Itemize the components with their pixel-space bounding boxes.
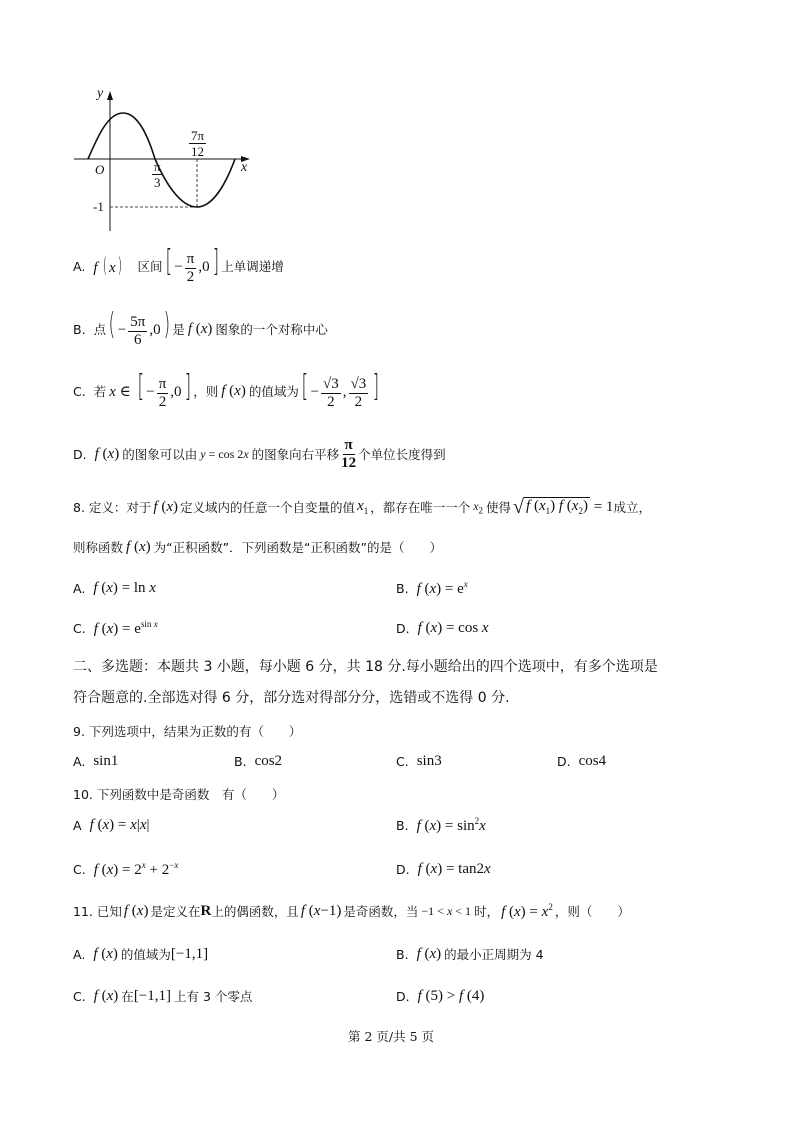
q10-option-c: C. f $(x) = 2^x + 2^{-x}$ (73, 859, 179, 878)
q8-stem-line1: 8. 定义：对于 f (x) 定义域内的任意一个自变量的值 $x_1$ ，都存在唯一一个 $x_2$ 使得 √ f $(x_1)$ f $(x_2)$ = 1 成立， (73, 496, 651, 518)
q9-option-b: B. cos2 (234, 752, 283, 769)
seven-pi-over-12-label: $\frac{7\pi}{12}$ (191, 128, 205, 159)
q10-stem: 10. 下列函数中是奇函数 有（ ） (73, 787, 285, 802)
q11-option-d: D. f (5) > f (4) (396, 987, 485, 1004)
q7-option-a: A. f ( x) 区间 [ − $\frac{\pi}{2}$ ,0] 上单调递增 (73, 244, 284, 285)
q9-option-a: A. sin1 (73, 752, 119, 769)
q11-option-b: B. f (x) 的最小正周期为 4 (396, 945, 544, 962)
page-footer: 第 2 页/共 5 页 (348, 1029, 435, 1044)
origin-label: O (95, 162, 105, 177)
q8-option-c: C. f $(x) = e^{sin x}$ (73, 618, 158, 637)
q8-option-b: B. f $(x) = e^x$ (396, 578, 468, 597)
q10-option-d: D. f (x) = tan2x (396, 860, 491, 877)
q10-option-a: A f (x) = x|x| (73, 816, 150, 833)
q9-option-c: C. sin3 (396, 752, 442, 769)
q8-option-a: A. f (x) = ln x (73, 579, 156, 596)
q7-option-b: B. 点 ( − $\frac{5\pi}{6}$ ,0) 是 f (x) 图象的一个对称中心 (73, 307, 328, 348)
q9-stem: 9. 下列选项中，结果为正数的有（ ） (73, 724, 302, 739)
q7-option-d: D. f (x) 的图象可以由 y = cos 2x 的图象向右平移 $\frac{\pi}{12}$ 个单位长度得到 (73, 436, 446, 471)
neg-one-label: -1 (93, 199, 104, 214)
q11-option-a: A. f (x) 的值域为 [−1,1] (73, 945, 209, 962)
y-axis-label: y (97, 86, 104, 101)
q10-option-b: B. f $(x) = \sin^2x$ (396, 815, 486, 834)
q11-stem: 11. 已知 f (x) 是定义在 R 上的偶函数，且 f (x−1) 是奇函数，当 −1 < x < 1 时， f $(x) = x^2$ ，则（ ） (73, 901, 630, 920)
q11-option-c: C. f (x) 在 [−1,1] 上有 3 个零点 (73, 987, 253, 1004)
section2-line1: 二、多选题：本题共 3 小题，每小题 6 分，共 18 分.每小题给出的四个选项中，有多个选项是 (73, 659, 658, 675)
q7-option-c: C. 若 x ∈ [ − $\frac{\pi}{2}$ ,0] ，则 f (x) 的值域为 [ − $\frac{√3}{2}$ , $\frac{√3}{2}$ ] (73, 369, 380, 410)
pi-over-3-label: $\frac{\pi}{3}$ (154, 159, 161, 190)
q9-option-d: D. cos4 (557, 752, 607, 769)
y-axis-arrow (107, 91, 113, 100)
x-axis-label: x (241, 160, 248, 175)
q8-option-d: D. f (x) = cos x (396, 619, 489, 636)
q8-stem-line2: 则称函数 f (x) 为“正积函数”．下列函数是“正积函数”的是（ ） (73, 538, 443, 555)
section2-line2: 符合题意的.全部选对得 6 分，部分选对得部分分，选错或不选得 0 分. (73, 690, 510, 706)
